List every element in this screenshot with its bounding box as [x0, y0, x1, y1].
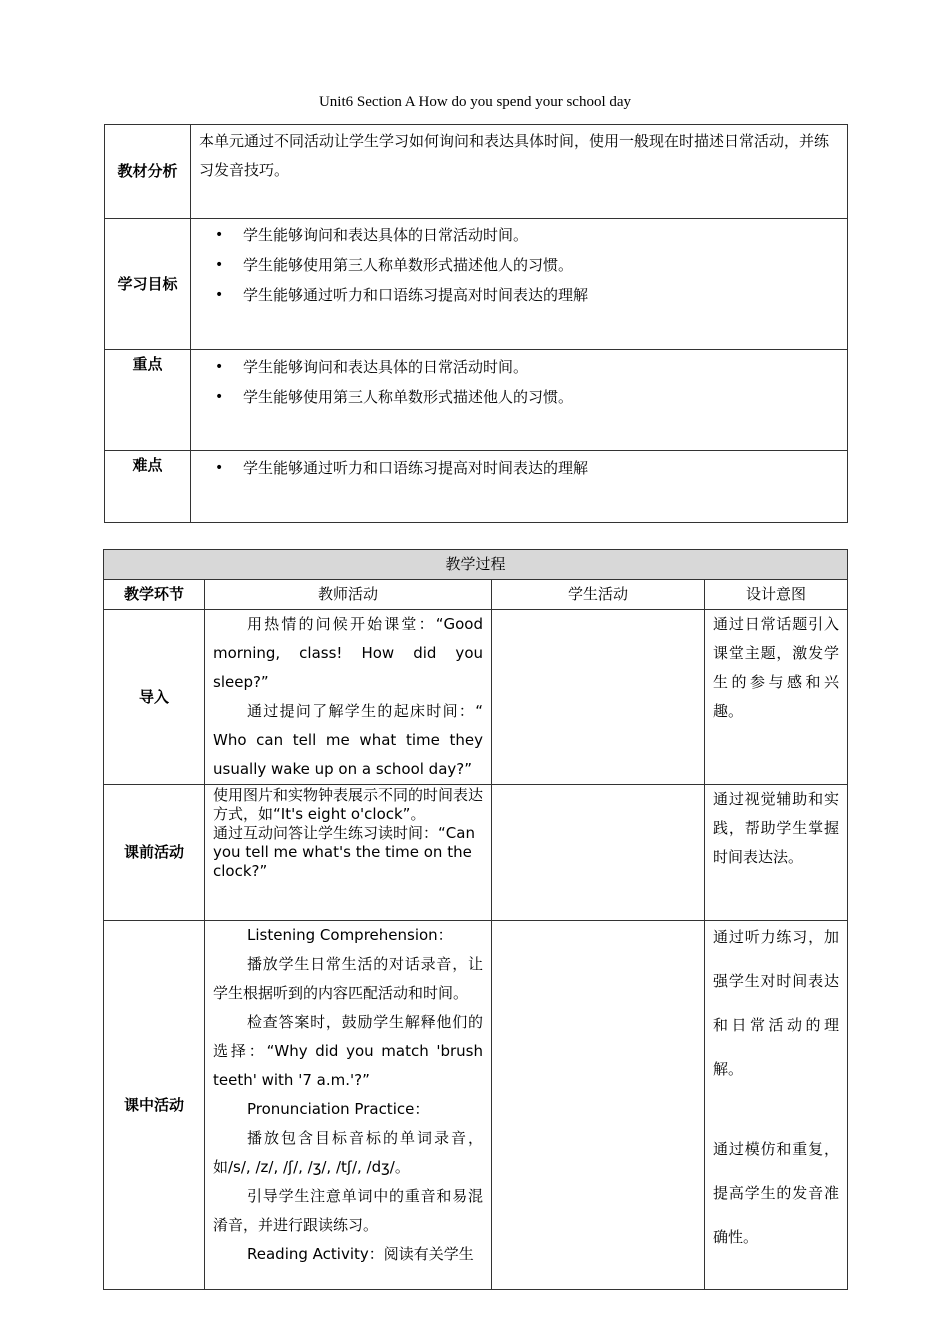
teacher-paragraph: Listening Comprehension： [247, 926, 453, 944]
teacher-intro [205, 610, 492, 785]
teacher-paragraph: Pronunciation Practice： [247, 1100, 430, 1118]
list-item: • 学生能够使用第三人称单数形式描述他人的习惯。 [243, 382, 847, 412]
intent-paragraph: 通过模仿和重复，提高学生的发音准确性。 [713, 1140, 840, 1246]
teacher-paragraph: 通过提问了解学生的起床时间：“ Who can tell me what time they usually wake up on a school day?” [213, 702, 483, 778]
difficult-list [191, 453, 847, 483]
teacher-in-class [205, 921, 492, 1290]
col-intent: 设计意图 [705, 580, 848, 610]
teacher-paragraph: 使用图片和实物钟表展示不同的时间表达方式，如“It's eight o'clock”。 [213, 786, 484, 823]
list-item: • 学生能够使用第三人称单数形式描述他人的习惯。 [243, 250, 847, 280]
document-title: Unit6 Section A How do you spend your school day [318, 94, 632, 110]
list-item: • 学生能够通过听力和口语练习提高对时间表达的理解 [243, 280, 847, 310]
key-cell [191, 350, 848, 451]
analysis-label: 教材分析 [105, 125, 191, 219]
teacher-paragraph: 引导学生注意单词中的重音和易混淆音，并进行跟读练习。 [213, 1187, 483, 1234]
intent-pre: 通过视觉辅助和实践，帮助学生掌握时间表达法。 [705, 785, 848, 921]
analysis-text: 本单元通过不同活动让学生学习如何询问和表达具体时间，使用一般现在时描述日常活动，并练习发音技巧。 [191, 125, 848, 219]
intent-in-class [705, 921, 848, 1290]
difficult-cell [191, 451, 848, 523]
col-teacher: 教师活动 [205, 580, 492, 610]
list-item: • 学生能够通过听力和口语练习提高对时间表达的理解 [243, 453, 847, 483]
intent-paragraph: 通过听力练习，加强学生对时间表达和日常活动的理解。 [713, 928, 840, 1078]
stage-in-class: 课中活动 [104, 921, 205, 1290]
difficult-label: 难点 [105, 451, 191, 523]
overview-table [104, 124, 848, 523]
objectives-label: 学习目标 [105, 219, 191, 350]
stage-intro: 导入 [104, 610, 205, 785]
key-list [191, 352, 847, 412]
student-in-class [492, 921, 705, 1290]
teacher-pre [205, 785, 492, 921]
student-intro [492, 610, 705, 785]
teacher-paragraph: 通过互动问答让学生练习读时间：“Can you tell me what's the time on the clock?” [213, 824, 475, 880]
stage-pre: 课前活动 [104, 785, 205, 921]
teacher-paragraph: 用热情的问候开始课堂：“Good morning, class! How did you sleep?” [213, 615, 483, 691]
col-stage: 教学环节 [104, 580, 205, 610]
key-label: 重点 [105, 350, 191, 451]
teacher-paragraph: 播放包含目标音标的单词录音，如/s/, /z/, /ʃ/, /ʒ/, /tʃ/, /dʒ/。 [213, 1129, 483, 1176]
objectives-list [191, 220, 847, 310]
teacher-paragraph: Reading Activity：阅读有关学生 [247, 1245, 474, 1263]
teacher-paragraph: 播放学生日常生活的对话录音，让学生根据听到的内容匹配活动和时间。 [213, 955, 483, 1002]
process-table [103, 549, 848, 1290]
teacher-paragraph: 检查答案时，鼓励学生解释他们的选择：“Why did you match 'brush teeth' with '7 a.m.'?” [213, 1013, 483, 1089]
list-item: • 学生能够询问和表达具体的日常活动时间。 [243, 352, 847, 382]
objectives-cell [191, 219, 848, 350]
process-heading: 教学过程 [104, 550, 848, 580]
student-pre [492, 785, 705, 921]
intent-intro: 通过日常话题引入课堂主题，激发学生的参与感和兴趣。 [705, 610, 848, 785]
col-student: 学生活动 [492, 580, 705, 610]
list-item: • 学生能够询问和表达具体的日常活动时间。 [243, 220, 847, 250]
